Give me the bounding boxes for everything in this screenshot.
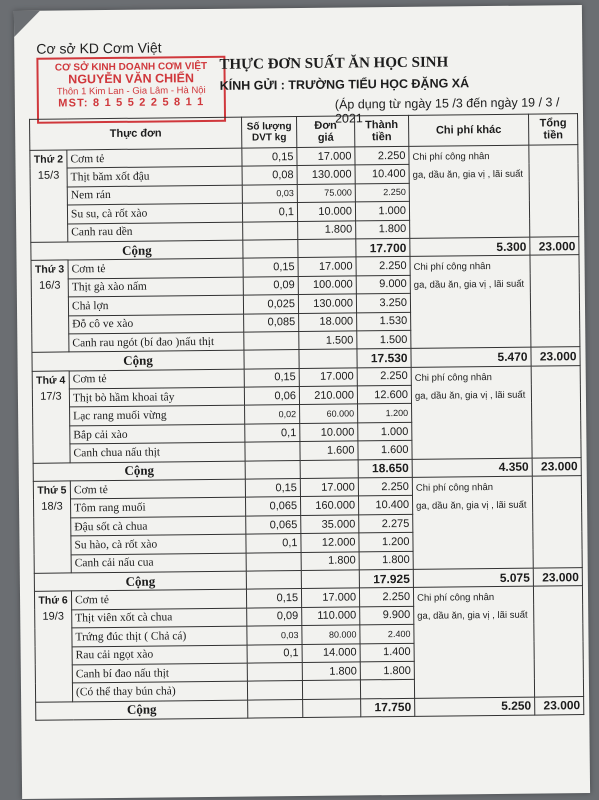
organization-name: Cơ sở KD Cơm Việt: [36, 39, 162, 57]
day-sum: 17.925: [359, 569, 413, 588]
dish-name: Su hào, cà rốt xào: [71, 534, 246, 554]
price-cell: 18.000: [299, 312, 357, 331]
day-other-cost: 5.300: [410, 237, 530, 257]
other-costs-note: Chi phí công nhân ga, dầu ăn, gia vị , lãi suất: [409, 145, 530, 238]
empty-cell: [299, 349, 357, 368]
recipient-line: KÍNH GỬI : TRƯỜNG TIỂU HỌC ĐẶNG XÁ: [219, 76, 470, 93]
price-cell: 12.000: [301, 533, 359, 552]
amount-cell: 2.250: [356, 257, 410, 276]
sum-label: Cộng: [34, 571, 246, 592]
empty-cell: [303, 699, 361, 718]
sum-label: Cộng: [31, 240, 243, 261]
price-cell: 17.000: [297, 147, 355, 166]
amount-cell: 3.250: [356, 293, 410, 312]
day-sum: 17.530: [357, 349, 411, 368]
amount-cell: 10.400: [355, 165, 409, 184]
amount-cell: 2.250: [355, 146, 409, 165]
qty-cell: 0,15: [244, 368, 299, 387]
dish-name: Canh cải nấu cua: [71, 553, 246, 573]
amount-cell: [360, 680, 414, 699]
day-total: 23.000: [532, 457, 581, 476]
document-title: THỰC ĐƠN SUẤT ĂN HỌC SINH: [219, 54, 449, 73]
folded-corner: [14, 11, 40, 37]
qty-cell: 0,15: [242, 148, 297, 167]
amount-cell: 2.250: [359, 588, 413, 607]
price-cell: 75.000: [297, 184, 355, 203]
amount-cell: 1.800: [356, 220, 410, 239]
dish-name: Nem rán: [67, 185, 242, 205]
amount-cell: 1.600: [358, 441, 412, 460]
day-sum: 18.650: [358, 459, 412, 478]
qty-cell: 0,03: [247, 626, 302, 645]
amount-cell: 1.800: [359, 551, 413, 570]
day-total: 23.000: [531, 347, 580, 366]
qty-cell: 0,1: [246, 534, 301, 553]
day-cell: Thứ 4 17/3: [32, 371, 70, 463]
amount-cell: 9.000: [356, 275, 410, 294]
day-other-cost: 5.075: [413, 568, 533, 588]
qty-cell: 0,085: [244, 313, 299, 332]
day-total: 23.000: [535, 696, 584, 715]
qty-cell: [246, 552, 301, 571]
dish-name: Trứng đúc thịt ( Chả cá): [72, 626, 247, 646]
col-other-costs: Chi phí khác: [409, 114, 529, 146]
menu-sheet: [14, 5, 590, 799]
price-cell: 1.600: [300, 441, 358, 460]
amount-cell: 2.400: [360, 624, 414, 643]
price-cell: 1.800: [302, 662, 360, 681]
dish-name: Đỗ cô ve xào: [69, 314, 244, 334]
day-cell: Thứ 2 15/3: [30, 150, 68, 242]
other-costs-note: Chi phí công nhân ga, dầu ăn, gia vị , lãi suất: [412, 476, 533, 569]
day-other-cost: 5.250: [415, 697, 535, 717]
amount-cell: 2.250: [357, 367, 411, 386]
stamp-line2: NGUYỄN VĂN CHIẾN: [68, 71, 195, 87]
price-cell: 130.000: [298, 294, 356, 313]
price-cell: 110.000: [302, 607, 360, 626]
stamp-line4: MST: 8 1 5 5 2 2 5 8 1 1: [58, 96, 205, 110]
empty-cell: [244, 350, 299, 369]
dish-name: Canh chua nấu thịt: [70, 442, 245, 462]
empty-cell: [246, 571, 301, 590]
price-cell: 210.000: [299, 386, 357, 405]
stamp-line1: CƠ SỞ KINH DOANH CƠM VIỆT: [54, 60, 208, 74]
amount-cell: 1.000: [355, 202, 409, 221]
price-cell: 80.000: [302, 625, 360, 644]
col-qty: Số lượng DVT kg: [242, 117, 297, 149]
amount-cell: 9.900: [360, 606, 414, 625]
dish-name: Thịt băm xốt đậu: [67, 167, 242, 187]
price-cell: 1.800: [298, 220, 356, 239]
dish-name: Cơm tẻ: [68, 258, 243, 278]
amount-cell: 10.400: [358, 496, 412, 515]
dish-name: Canh bí đao nấu thịt: [72, 663, 247, 683]
sum-label: Cộng: [36, 700, 248, 721]
dish-name: Cơm tẻ: [71, 589, 246, 609]
dish-name: Chả lợn: [68, 295, 243, 315]
qty-cell: 0,08: [242, 166, 297, 185]
amount-cell: 1.200: [358, 404, 412, 423]
qty-cell: 0,15: [246, 589, 301, 608]
qty-cell: 0,1: [247, 644, 302, 663]
col-menu: Thực đơn: [30, 117, 242, 150]
qty-cell: 0,1: [245, 423, 300, 442]
price-cell: 1.800: [301, 552, 359, 571]
qty-cell: 0,02: [245, 405, 300, 424]
other-costs-note: Chi phí công nhân ga, dầu ăn, gia vị , lãi suất: [410, 255, 531, 348]
amount-cell: 1.200: [359, 533, 413, 552]
stamp-line3: Thôn 1 Kim Lan - Gia Lâm - Hà Nội: [56, 84, 206, 98]
dish-name: Đậu sốt cà chua: [71, 516, 246, 536]
col-amount: Thành tiền: [355, 115, 409, 147]
dish-name: Cơm tẻ: [69, 369, 244, 389]
day-cell: Thứ 6 19/3: [34, 591, 72, 702]
amount-cell: 1.000: [358, 422, 412, 441]
amount-cell: 1.400: [360, 643, 414, 662]
dish-name: Thịt bò hầm khoai tây: [69, 387, 244, 407]
qty-cell: [247, 681, 302, 700]
day-other-cost: 4.350: [412, 458, 532, 478]
day-total: 23.000: [533, 568, 582, 587]
other-costs-note: Chi phí công nhân ga, dầu ăn, gia vị , lãi suất: [413, 586, 534, 698]
amount-cell: 1.500: [357, 330, 411, 349]
empty-cell: [248, 699, 303, 718]
qty-cell: [247, 662, 302, 681]
qty-cell: 0,15: [245, 479, 300, 498]
menu-table: [29, 113, 584, 721]
day-cell: Thứ 5 18/3: [33, 481, 71, 573]
qty-cell: 0,065: [245, 497, 300, 516]
price-cell: [302, 680, 360, 699]
sum-label: Cộng: [33, 461, 245, 482]
amount-cell: 1.800: [360, 661, 414, 680]
day-cell: Thứ 3 16/3: [31, 260, 69, 352]
qty-cell: [245, 442, 300, 461]
price-cell: 60.000: [300, 404, 358, 423]
dish-name: Rau cải ngọt xào: [72, 645, 247, 665]
price-cell: 160.000: [300, 496, 358, 515]
other-costs-note: Chi phí công nhân ga, dầu ăn, gia vị , lãi suất: [411, 366, 532, 459]
total-empty: [532, 476, 582, 568]
dish-name: Thịt gà xào nấm: [68, 277, 243, 297]
dish-name: (Có thể thay bún chả): [72, 681, 247, 701]
qty-cell: 0,1: [242, 203, 297, 222]
total-empty: [533, 586, 583, 697]
day-sum: 17.700: [356, 238, 410, 257]
qty-cell: 0,09: [243, 276, 298, 295]
col-price: Đơn giá: [297, 116, 355, 148]
dish-name: Bắp cải xào: [70, 424, 245, 444]
dish-name: Canh rau ngót (bí đao )nấu thịt: [69, 332, 244, 352]
empty-cell: [298, 239, 356, 258]
price-cell: 17.000: [300, 478, 358, 497]
qty-cell: [244, 331, 299, 350]
price-cell: 100.000: [298, 276, 356, 295]
price-cell: 14.000: [302, 643, 360, 662]
empty-cell: [245, 460, 300, 479]
price-cell: 17.000: [298, 257, 356, 276]
dish-name: Lạc rang muối vừng: [70, 406, 245, 426]
menu-body: [30, 145, 584, 721]
dish-name: Thịt viên xốt cà chua: [72, 608, 247, 628]
day-total: 23.000: [530, 237, 579, 256]
empty-cell: [300, 460, 358, 479]
price-cell: 17.000: [301, 588, 359, 607]
empty-cell: [301, 570, 359, 589]
price-cell: 35.000: [301, 515, 359, 534]
price-cell: 1.500: [299, 331, 357, 350]
day-other-cost: 5.470: [411, 347, 531, 367]
applicable-dates: (Áp dụng từ ngày 15 /3 đến ngày 19 / 3 / 2021: [334, 95, 560, 126]
qty-cell: 0,15: [243, 258, 298, 277]
qty-cell: 0,06: [244, 387, 299, 406]
qty-cell: [243, 221, 298, 240]
amount-cell: 2.275: [359, 514, 413, 533]
price-cell: 130.000: [297, 165, 355, 184]
sum-label: Cộng: [32, 350, 244, 371]
dish-name: Cơm tẻ: [67, 148, 242, 168]
amount-cell: 2.250: [355, 183, 409, 202]
empty-cell: [243, 239, 298, 258]
total-empty: [529, 145, 579, 237]
qty-cell: 0,03: [242, 184, 297, 203]
qty-cell: 0,025: [243, 295, 298, 314]
dish-name: Su su, cà rốt xào: [67, 203, 242, 223]
qty-cell: 0,065: [246, 515, 301, 534]
amount-cell: 2.250: [358, 477, 412, 496]
total-empty: [530, 255, 580, 347]
dish-name: Tôm rang muối: [71, 498, 246, 518]
price-cell: 10.000: [300, 423, 358, 442]
dish-name: Cơm tẻ: [70, 479, 245, 499]
amount-cell: 1.530: [357, 312, 411, 331]
price-cell: 10.000: [297, 202, 355, 221]
company-stamp: [36, 56, 226, 124]
col-total: Tổng tiền: [528, 114, 577, 146]
amount-cell: 12.600: [357, 385, 411, 404]
price-cell: 17.000: [299, 368, 357, 387]
total-empty: [531, 365, 581, 457]
day-sum: 17.750: [361, 698, 415, 717]
qty-cell: 0,09: [247, 607, 302, 626]
dish-name: Canh rau dền: [68, 222, 243, 242]
